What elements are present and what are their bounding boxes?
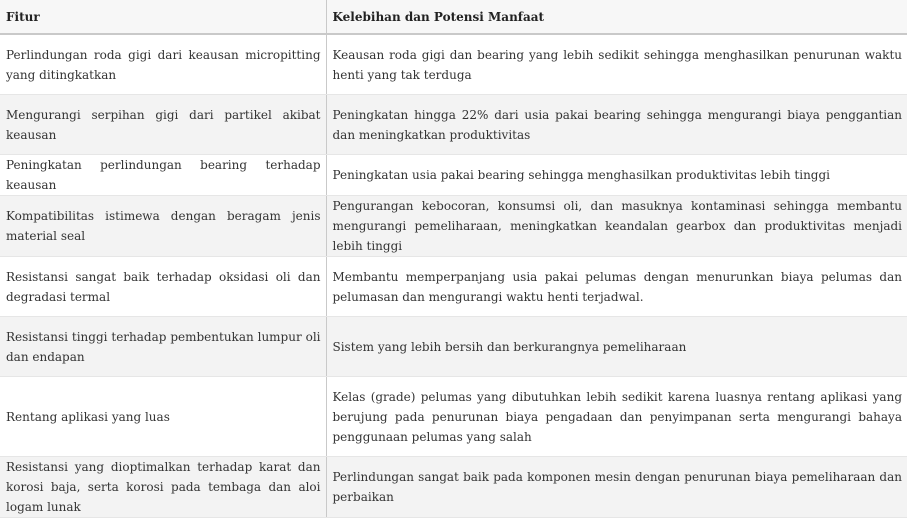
benefit-cell: Peningkatan usia pakai bearing sehingga menghasilkan produktivitas lebih tinggi: [326, 155, 907, 196]
benefit-cell: Perlindungan sangat baik pada komponen mesin dengan penurunan biaya pemeliharaan dan perbaikan: [326, 457, 907, 518]
table-row: [0, 196, 907, 257]
benefit-cell: Sistem yang lebih bersih dan berkurangnya pemeliharaan: [326, 317, 907, 377]
feature-cell: Kompatibilitas istimewa dengan beragam jenis material seal: [0, 196, 326, 257]
feature-cell: Resistansi tinggi terhadap pembentukan lumpur oli dan endapan: [0, 317, 326, 377]
feature-cell: Peningkatan perlindungan bearing terhadap keausan: [0, 155, 326, 196]
table-row: [0, 317, 907, 377]
table-row: [0, 257, 907, 317]
feature-cell: Perlindungan roda gigi dari keausan micropitting yang ditingkatkan: [0, 34, 326, 95]
table-row: [0, 457, 907, 518]
feature-cell: Rentang aplikasi yang luas: [0, 377, 326, 457]
benefit-cell: Keausan roda gigi dan bearing yang lebih sedikit sehingga menghasilkan penurunan waktu henti yang tak terduga: [326, 34, 907, 95]
table-row: [0, 155, 907, 196]
feature-cell: Resistansi yang dioptimalkan terhadap karat dan korosi baja, serta korosi pada tembaga dan aloi logam lunak: [0, 457, 326, 518]
table-row: [0, 95, 907, 155]
column-header-benefit: Kelebihan dan Potensi Manfaat: [326, 0, 907, 34]
table-row: [0, 34, 907, 95]
feature-cell: Resistansi sangat baik terhadap oksidasi oli dan degradasi termal: [0, 257, 326, 317]
table-row: [0, 377, 907, 457]
column-header-feature: Fitur: [0, 0, 326, 34]
benefit-cell: Pengurangan kebocoran, konsumsi oli, dan masuknya kontaminasi sehingga membantu mengurangi pemeliharaan, meningkatkan keandalan gearbox dan produktivitas menjadi lebih tinggi: [326, 196, 907, 257]
feature-cell: Mengurangi serpihan gigi dari partikel akibat keausan: [0, 95, 326, 155]
benefit-cell: Membantu memperpanjang usia pakai pelumas dengan menurunkan biaya pelumas dan pelumasan dan mengurangi waktu henti terjadwal.: [326, 257, 907, 317]
benefit-cell: Kelas (grade) pelumas yang dibutuhkan lebih sedikit karena luasnya rentang aplikasi yang berujung pada penurunan biaya pengadaan dan penyimpanan serta mengurangi bahaya penggunaan pelumas yang salah: [326, 377, 907, 457]
benefit-cell: Peningkatan hingga 22% dari usia pakai bearing sehingga mengurangi biaya penggantian dan meningkatkan produktivitas: [326, 95, 907, 155]
table-header-row: [0, 0, 907, 34]
